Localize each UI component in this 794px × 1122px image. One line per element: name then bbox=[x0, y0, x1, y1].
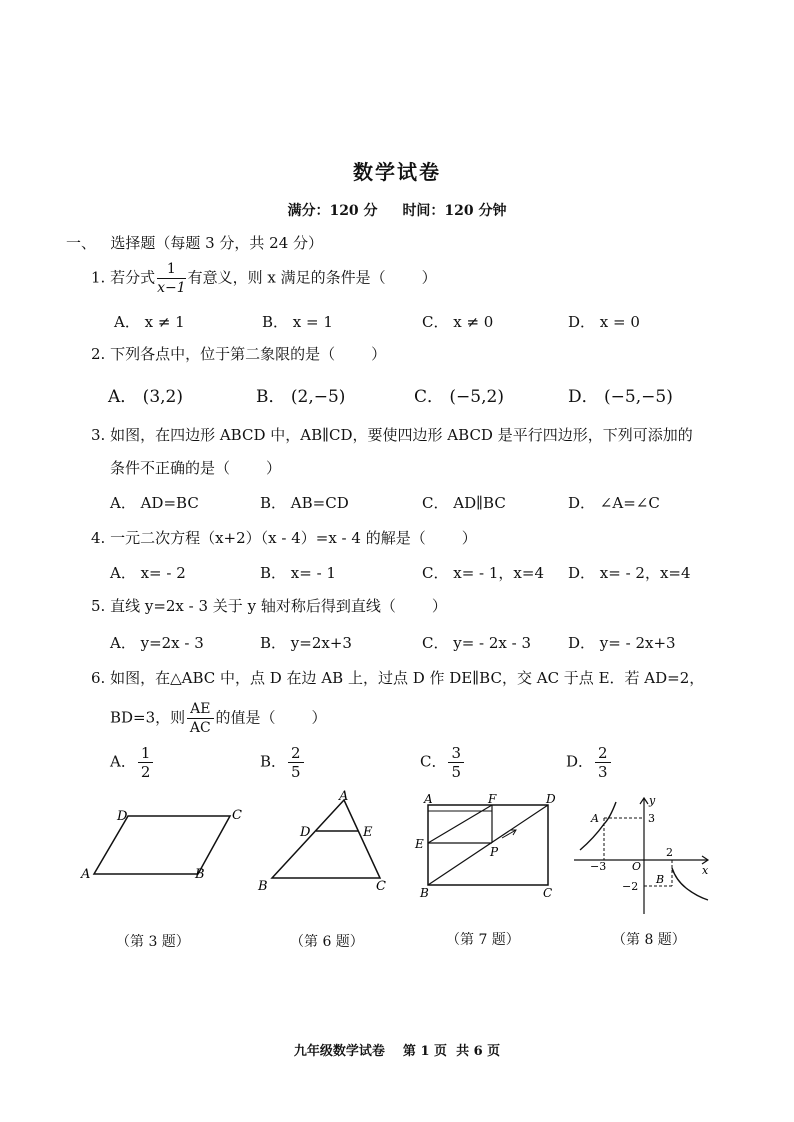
question-3-line1: 3. 如图，在四边形 ABCD 中，AB∥CD，要使四边形 ABCD 是平行四边形，下列可添加的 bbox=[91, 426, 693, 444]
figure-8-hyperbola bbox=[568, 790, 718, 920]
time-info: 时间：120 分钟 bbox=[402, 203, 507, 219]
q4-text: 4. 一元二次方程（x+2）（x - 4）=x - 4 的解是（ bbox=[91, 529, 426, 547]
question-5 bbox=[91, 595, 447, 616]
fig8-label-b: B bbox=[656, 873, 665, 886]
exam-meta bbox=[0, 200, 794, 220]
q3-line2: 条件不正确的是（ bbox=[110, 459, 231, 477]
q6-option-d-num: 2 bbox=[595, 744, 611, 763]
hyperbola-branch-upper-left bbox=[580, 802, 616, 850]
q1-option-c: C． x ≠ 0 bbox=[422, 313, 494, 331]
figure-6-triangle bbox=[252, 788, 402, 898]
q6-frac-num: AE bbox=[187, 700, 213, 719]
q3-option-b: B． AB=CD bbox=[260, 494, 349, 512]
section-heading bbox=[66, 232, 323, 253]
diagonal-bd bbox=[428, 805, 548, 885]
question-1 bbox=[91, 260, 437, 297]
question-2 bbox=[91, 343, 386, 364]
q1-option-a: A． x ≠ 1 bbox=[114, 313, 185, 331]
q6-option-d-den: 3 bbox=[598, 763, 608, 781]
q3-option-d: D． ∠A=∠C bbox=[568, 494, 660, 512]
fig8-label-3: 3 bbox=[648, 812, 655, 825]
q1-option-b: B． x = 1 bbox=[262, 313, 333, 331]
q5-close: ） bbox=[431, 597, 447, 615]
q1-post: 有意义，则 x 满足的条件是（ bbox=[187, 268, 386, 287]
q1-frac-num: 1 bbox=[157, 260, 186, 279]
figure-7-rectangle bbox=[410, 790, 565, 900]
question-3-line2 bbox=[110, 457, 281, 478]
q3-option-c: C． AD∥BC bbox=[422, 494, 506, 512]
caption-fig3: （第 3 题） bbox=[116, 934, 190, 950]
fig6-label-c: C bbox=[376, 879, 386, 894]
fig7-label-c: C bbox=[543, 886, 553, 900]
q1-frac-den: x−1 bbox=[157, 280, 186, 296]
q2-option-c: C． (−5,2) bbox=[414, 387, 504, 407]
q5-option-b: B． y=2x+3 bbox=[260, 634, 352, 652]
fig6-label-b: B bbox=[258, 879, 268, 894]
q6-option-b-num: 2 bbox=[288, 744, 304, 763]
q2-option-a: A． (3,2) bbox=[108, 387, 183, 407]
fig3-label-a: A bbox=[81, 867, 91, 882]
fig8-label-neg2: −2 bbox=[622, 880, 639, 893]
q6-option-a-den: 2 bbox=[140, 763, 151, 781]
q6-option-b bbox=[260, 744, 306, 781]
caption-fig8: （第 8 题） bbox=[612, 932, 686, 948]
q2-option-b: B． (2,−5) bbox=[256, 387, 346, 407]
q6-option-c-den: 5 bbox=[451, 763, 462, 781]
q6-fraction bbox=[187, 700, 213, 737]
q2-text: 2. 下列各点中，位于第二象限的是（ bbox=[91, 345, 336, 363]
section-number: 一、 bbox=[66, 234, 97, 252]
q5-option-d: D． y= - 2x+3 bbox=[568, 634, 676, 652]
q6-option-a bbox=[110, 744, 155, 781]
fig7-label-f: F bbox=[488, 792, 497, 806]
score-info: 满分：120 分 bbox=[287, 203, 378, 219]
fig3-label-b: B bbox=[195, 867, 205, 882]
q1-pre: 1. 若分式 bbox=[91, 268, 156, 287]
q5-option-c: C． y= - 2x - 3 bbox=[422, 634, 532, 652]
q2-close: ） bbox=[371, 345, 387, 363]
q6-option-c-label: C． bbox=[420, 752, 447, 771]
q5-option-a: A． y=2x - 3 bbox=[110, 634, 204, 652]
fig7-label-a: A bbox=[424, 792, 433, 806]
fig7-label-e: E bbox=[415, 837, 424, 851]
fig8-label-x: x bbox=[702, 864, 709, 877]
q6-line2-pre: BD=3，则 bbox=[110, 708, 186, 727]
fig3-label-c: C bbox=[232, 808, 242, 823]
fig7-label-p: P bbox=[490, 845, 499, 859]
fig6-label-a: A bbox=[339, 789, 349, 804]
q6-option-b-label: B． bbox=[260, 752, 287, 771]
fig8-label-y: y bbox=[649, 794, 656, 807]
fig8-label-2: 2 bbox=[666, 846, 673, 859]
question-6-line2 bbox=[110, 700, 327, 737]
q4-option-b: B． x= - 1 bbox=[260, 564, 336, 582]
q6-option-a-num: 1 bbox=[138, 744, 154, 763]
caption-fig7: （第 7 题） bbox=[446, 932, 520, 948]
q6-line2-post: 的值是（ bbox=[215, 708, 276, 727]
q6-option-d bbox=[566, 744, 613, 781]
q6-option-c-num: 3 bbox=[448, 744, 464, 763]
q4-close: ） bbox=[461, 529, 477, 547]
question-4 bbox=[91, 527, 477, 548]
q6-option-a-label: A． bbox=[110, 752, 136, 771]
page-title: 数学试卷 bbox=[353, 160, 441, 184]
fig8-label-neg3: −3 bbox=[590, 860, 607, 873]
fig7-label-d: D bbox=[546, 792, 556, 806]
q1-fraction bbox=[157, 260, 186, 297]
section-label: 选择题（每题 3 分，共 24 分） bbox=[110, 234, 324, 252]
q1-option-d: D． x = 0 bbox=[568, 313, 640, 331]
fig6-label-e: E bbox=[363, 825, 373, 840]
q6-option-d-label: D． bbox=[566, 752, 594, 771]
q4-option-d: D． x= - 2，x=4 bbox=[568, 564, 691, 582]
caption-fig6: （第 6 题） bbox=[290, 934, 364, 950]
q1-close: ） bbox=[421, 268, 437, 287]
fig3-label-d: D bbox=[117, 809, 128, 824]
q6-frac-den: AC bbox=[189, 720, 211, 736]
q6-option-c bbox=[420, 744, 466, 781]
q4-option-a: A． x= - 2 bbox=[110, 564, 186, 582]
q6-option-b-den: 5 bbox=[291, 763, 301, 781]
fig8-label-a: A bbox=[591, 812, 599, 825]
q2-option-d: D． (−5,−5) bbox=[568, 387, 673, 407]
question-6-line1: 6. 如图，在△ABC 中，点 D 在边 AB 上，过点 D 作 DE∥BC，交 AC 于点 E．若 AD=2， bbox=[91, 669, 705, 687]
fig6-label-d: D bbox=[300, 825, 311, 840]
fig7-label-b: B bbox=[420, 886, 429, 900]
page-footer: 九年级数学试卷 第 1 页 共 6 页 bbox=[293, 1044, 501, 1059]
q3-option-a: A． AD=BC bbox=[110, 494, 199, 512]
figure-3-parallelogram bbox=[70, 798, 250, 888]
q5-text: 5. 直线 y=2x - 3 关于 y 轴对称后得到直线（ bbox=[91, 597, 396, 615]
fig8-label-o: O bbox=[632, 860, 642, 873]
q6-close: ） bbox=[311, 708, 327, 727]
q3-close: ） bbox=[266, 459, 282, 477]
parallelogram-shape bbox=[94, 816, 230, 874]
q4-option-c: C． x= - 1，x=4 bbox=[422, 564, 544, 582]
